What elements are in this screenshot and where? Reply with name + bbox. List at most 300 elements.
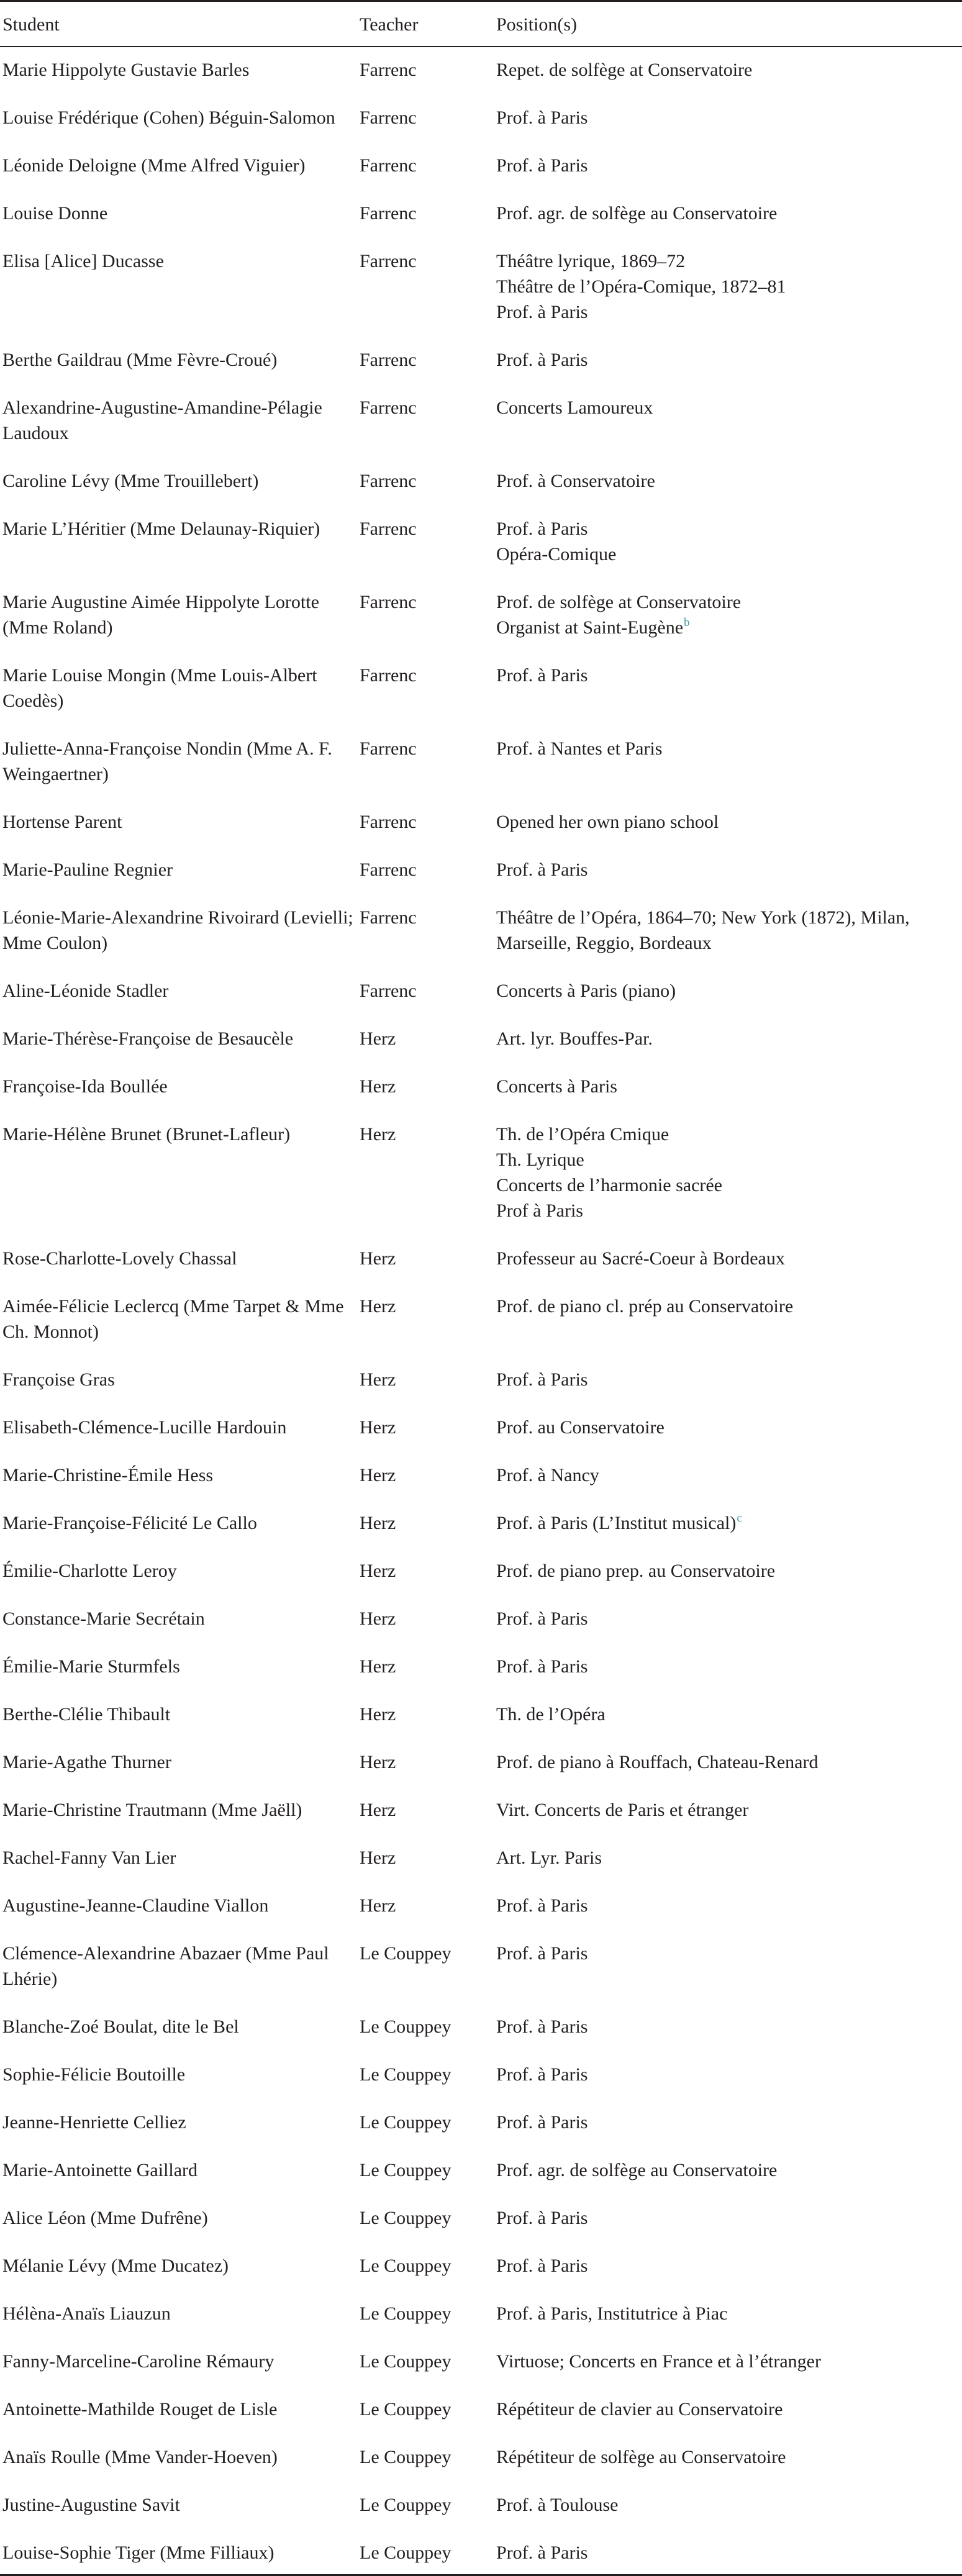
teacher-cell: Herz [360, 1248, 396, 1269]
teacher-cell: Herz [360, 1608, 396, 1629]
teacher-cell: Herz [360, 1512, 396, 1533]
position-line [496, 1510, 962, 1536]
teacher-cell: Le Couppey [360, 2016, 452, 2037]
position-text: Prof. à Paris [496, 664, 588, 686]
teacher-cell: Herz [360, 1847, 396, 1868]
position-text: Concerts à Paris (piano) [496, 980, 676, 1001]
student-cell: Aline-Léonide Stadler [2, 980, 169, 1001]
student-cell: Juliette-Anna-Françoise Nondin (Mme A. F. Weingaertner) [2, 738, 332, 784]
table-row [0, 1500, 962, 1548]
position-line [496, 2492, 962, 2518]
header-student: Student [2, 14, 60, 35]
position-line [496, 153, 962, 178]
student-cell: Jeanne-Henriette Celliez [2, 2111, 186, 2133]
table-row [0, 1644, 962, 1692]
teacher-cell: Le Couppey [360, 2542, 452, 2563]
position-text: Th. de l’Opéra Cmique [496, 1123, 669, 1145]
table-row [0, 238, 962, 337]
student-cell: Justine-Augustine Savit [2, 2494, 180, 2515]
position-line [496, 1367, 962, 1392]
table-row [0, 1883, 962, 1931]
position-line [496, 1172, 962, 1198]
positions-cell [494, 2339, 962, 2387]
position-line [496, 1463, 962, 1488]
position-text: Prof. à Paris [496, 2064, 588, 2085]
table-row [0, 968, 962, 1016]
teacher-cell: Farrenc [360, 664, 417, 686]
table-row [0, 2482, 962, 2530]
header-positions: Position(s) [496, 14, 578, 35]
position-text: Prof. à Paris [496, 2207, 588, 2228]
table-row [0, 2434, 962, 2482]
teacher-cell: Le Couppey [360, 2111, 452, 2133]
position-line [496, 105, 962, 130]
teacher-cell: Farrenc [360, 349, 417, 370]
teacher-cell: Herz [360, 1895, 396, 1916]
student-cell: Marie-Agathe Thurner [2, 1751, 171, 1772]
table-row [0, 2339, 962, 2387]
table-row [0, 1835, 962, 1883]
position-line [496, 274, 962, 299]
position-text: Prof. à Paris [496, 1369, 588, 1390]
position-text: Art. Lyr. Paris [496, 1847, 602, 1868]
teacher-cell: Herz [360, 1464, 396, 1485]
positions-cell [494, 1236, 962, 1284]
positions-cell [494, 2147, 962, 2195]
position-line [496, 615, 962, 640]
student-cell: Rose-Charlotte-Lovely Chassal [2, 1248, 237, 1269]
teacher-cell: Farrenc [360, 202, 417, 224]
table-row [0, 653, 962, 726]
position-line [496, 736, 962, 761]
positions-cell [494, 579, 962, 653]
positions-cell [494, 1692, 962, 1739]
position-text: Organist at Saint-Eugène [496, 617, 684, 638]
student-cell: Marie-Thérèse-Françoise de Besaucèle [2, 1028, 294, 1049]
student-cell: Clémence-Alexandrine Abazaer (Mme Paul Lhérie) [2, 1943, 329, 1989]
teacher-cell: Le Couppey [360, 1943, 452, 1964]
positions-cell [494, 799, 962, 847]
teacher-cell: Farrenc [360, 907, 417, 928]
table-row [0, 1112, 962, 1236]
position-text: Prof. agr. de solfège au Conservatoire [496, 202, 778, 224]
table-row [0, 47, 962, 95]
teacher-cell: Herz [360, 1028, 396, 1049]
student-cell: Françoise Gras [2, 1369, 115, 1390]
teacher-cell: Herz [360, 1123, 396, 1145]
positions-cell [494, 1835, 962, 1883]
student-cell: Constance-Marie Secrétain [2, 1608, 205, 1629]
student-cell: Elisabeth-Clémence-Lucille Hardouin [2, 1417, 287, 1438]
footnote-marker[interactable]: c [737, 1511, 742, 1525]
student-cell: Marie-Françoise-Félicité Le Callo [2, 1512, 257, 1533]
position-line [496, 809, 962, 835]
table-row [0, 1236, 962, 1284]
position-line [496, 468, 962, 494]
student-cell: Léonie-Marie-Alexandrine Rivoirard (Levielli; Mme Coulon) [2, 907, 353, 953]
positions-cell [494, 2530, 962, 2575]
position-text: Virt. Concerts de Paris et étranger [496, 1799, 749, 1820]
positions-cell [494, 726, 962, 799]
position-line [496, 930, 962, 956]
student-cell: Caroline Lévy (Mme Trouillebert) [2, 470, 259, 491]
position-line [496, 589, 962, 615]
position-text: Prof. de piano prep. au Conservatoire [496, 1560, 776, 1581]
positions-cell [494, 143, 962, 191]
position-line [496, 1606, 962, 1631]
position-line [496, 2540, 962, 2565]
positions-cell [494, 2434, 962, 2482]
position-line [496, 516, 962, 542]
table-row [0, 2100, 962, 2147]
table-row [0, 2243, 962, 2291]
position-text: Th. de l’Opéra [496, 1703, 606, 1725]
position-line [496, 248, 962, 274]
teacher-cell: Le Couppey [360, 2446, 452, 2467]
position-text: Répétiteur de clavier au Conservatoire [496, 2398, 783, 2420]
student-cell: Berthe Gaildrau (Mme Fèvre-Croué) [2, 349, 278, 370]
position-text: Prof. à Paris [496, 2016, 588, 2037]
position-line [496, 663, 962, 688]
student-cell: Émilie-Charlotte Leroy [2, 1560, 177, 1581]
student-cell: Aimée-Félicie Leclercq (Mme Tarpet & Mme Ch. Monnot) [2, 1295, 344, 1342]
student-cell: Marie-Christine Trautmann (Mme Jaëll) [2, 1799, 302, 1820]
header-teacher: Teacher [360, 14, 419, 35]
position-line [496, 1654, 962, 1679]
positions-cell [494, 1112, 962, 1236]
position-text: Prof. agr. de solfège au Conservatoire [496, 2159, 778, 2180]
position-line [496, 2444, 962, 2470]
position-line [496, 1749, 962, 1775]
table-row [0, 2291, 962, 2339]
position-text: Prof. à Paris [496, 349, 588, 370]
positions-cell [494, 337, 962, 385]
positions-cell [494, 2482, 962, 2530]
student-cell: Marie-Antoinette Gaillard [2, 2159, 198, 2180]
position-text: Marseille, Reggio, Bordeaux [496, 932, 712, 953]
position-text: Prof. à Paris, Institutrice à Piac [496, 2303, 728, 2324]
position-line [496, 542, 962, 567]
table-row [0, 2195, 962, 2243]
positions-cell [494, 1548, 962, 1596]
student-cell: Fanny-Marceline-Caroline Rémaury [2, 2351, 275, 2372]
position-text: Art. lyr. Bouffes-Par. [496, 1028, 653, 1049]
position-text: Prof. à Paris [496, 1656, 588, 1677]
teacher-cell: Farrenc [360, 738, 417, 759]
positions-cell [494, 47, 962, 95]
position-line [496, 2014, 962, 2039]
table-row [0, 2387, 962, 2434]
position-line [496, 2157, 962, 2183]
position-line [496, 1122, 962, 1147]
student-cell: Mélanie Lévy (Mme Ducatez) [2, 2255, 229, 2276]
student-cell: Sophie-Félicie Boutoille [2, 2064, 186, 2085]
position-line [496, 2397, 962, 2422]
teacher-cell: Le Couppey [360, 2398, 452, 2420]
position-text: Prof. à Paris [496, 859, 588, 880]
position-text: Prof. à Paris [496, 1608, 588, 1629]
position-text: Opéra-Comique [496, 543, 617, 565]
table-row [0, 143, 962, 191]
teacher-cell: Herz [360, 1076, 396, 1097]
teacher-cell: Herz [360, 1703, 396, 1725]
teacher-cell: Farrenc [360, 859, 417, 880]
teacher-cell: Le Couppey [360, 2303, 452, 2324]
position-text: Virtuose; Concerts en France et à l’étranger [496, 2351, 821, 2372]
position-text: Prof. à Paris [496, 1895, 588, 1916]
student-cell: Marie-Christine-Émile Hess [2, 1464, 214, 1485]
position-text: Repet. de solfège at Conservatoire [496, 59, 753, 80]
positions-cell [494, 458, 962, 506]
positions-cell [494, 2243, 962, 2291]
table-row [0, 337, 962, 385]
positions-cell [494, 2387, 962, 2434]
table-body [0, 47, 962, 2575]
position-line [496, 2110, 962, 2135]
student-cell: Elisa [Alice] Ducasse [2, 250, 164, 271]
positions-cell [494, 1644, 962, 1692]
student-cell: Marie Augustine Aimée Hippolyte Lorotte (Mme Roland) [2, 591, 319, 638]
teacher-cell: Le Couppey [360, 2159, 452, 2180]
table-row [0, 2147, 962, 2195]
position-text: Prof. à Nancy [496, 1464, 599, 1485]
position-line [496, 395, 962, 420]
position-line [496, 1246, 962, 1271]
positions-cell [494, 1453, 962, 1500]
student-cell: Hortense Parent [2, 811, 122, 832]
positions-cell [494, 2100, 962, 2147]
positions-cell [494, 968, 962, 1016]
student-cell: Marie-Hélène Brunet (Brunet-Lafleur) [2, 1123, 291, 1145]
footnote-marker[interactable]: b [684, 615, 690, 629]
table-row [0, 1284, 962, 1357]
position-line [496, 1198, 962, 1223]
position-line [496, 2253, 962, 2279]
position-line [496, 347, 962, 373]
student-cell: Léonide Deloigne (Mme Alfred Viguier) [2, 155, 306, 176]
position-text: Prof. de piano cl. prép au Conservatoire [496, 1295, 794, 1317]
positions-cell [494, 1064, 962, 1112]
teacher-cell: Farrenc [360, 155, 417, 176]
position-text: Prof. à Paris [496, 2542, 588, 2563]
table-row [0, 1548, 962, 1596]
position-line [496, 2349, 962, 2374]
table-row [0, 579, 962, 653]
student-cell: Marie-Pauline Regnier [2, 859, 173, 880]
position-text: Prof. à Paris [496, 518, 588, 539]
positions-cell [494, 1357, 962, 1405]
positions-cell [494, 1931, 962, 2004]
positions-cell [494, 385, 962, 458]
position-text: Opened her own piano school [496, 811, 719, 832]
position-text: Prof à Paris [496, 1200, 583, 1221]
table-row [0, 191, 962, 238]
table-row [0, 95, 962, 143]
table-row [0, 1931, 962, 2004]
positions-cell [494, 2004, 962, 2052]
positions-cell [494, 895, 962, 968]
positions-cell [494, 1016, 962, 1064]
positions-cell [494, 1596, 962, 1644]
position-line [496, 1294, 962, 1319]
positions-cell [494, 1739, 962, 1787]
student-cell: Alice Léon (Mme Dufrêne) [2, 2207, 208, 2228]
position-line [496, 299, 962, 325]
position-line [496, 1845, 962, 1871]
position-text: Professeur au Sacré-Coeur à Bordeaux [496, 1248, 785, 1269]
position-line [496, 2205, 962, 2231]
student-cell: Louise-Sophie Tiger (Mme Filliaux) [2, 2542, 275, 2563]
table-row [0, 1596, 962, 1644]
teacher-cell: Farrenc [360, 980, 417, 1001]
student-cell: Blanche-Zoé Boulat, dite le Bel [2, 2016, 239, 2037]
position-text: Prof. à Nantes et Paris [496, 738, 663, 759]
table-row [0, 1405, 962, 1453]
teacher-cell: Farrenc [360, 591, 417, 612]
student-cell: Anaïs Roulle (Mme Vander-Hoeven) [2, 2446, 278, 2467]
teacher-cell: Herz [360, 1417, 396, 1438]
table-row [0, 895, 962, 968]
positions-cell [494, 1883, 962, 1931]
position-text: Prof. de solfège at Conservatoire [496, 591, 742, 612]
position-line [496, 978, 962, 1004]
position-text: Prof. à Paris [496, 301, 588, 322]
teacher-cell: Farrenc [360, 397, 417, 418]
positions-cell [494, 95, 962, 143]
student-cell: Augustine-Jeanne-Claudine Viallon [2, 1895, 269, 1916]
teacher-cell: Le Couppey [360, 2255, 452, 2276]
student-cell: Antoinette-Mathilde Rouget de Lisle [2, 2398, 278, 2420]
position-text: Prof. à Paris (L’Institut musical) [496, 1512, 737, 1533]
position-line [496, 857, 962, 882]
positions-cell [494, 1405, 962, 1453]
student-cell: Marie L’Héritier (Mme Delaunay-Riquier) [2, 518, 320, 539]
position-text: Répétiteur de solfège au Conservatoire [496, 2446, 786, 2467]
student-cell: Louise Donne [2, 202, 108, 224]
position-line [496, 1797, 962, 1823]
position-line [496, 1558, 962, 1584]
position-text: Prof. au Conservatoire [496, 1417, 665, 1438]
positions-cell [494, 2052, 962, 2100]
position-line [496, 1074, 962, 1099]
positions-cell [494, 506, 962, 579]
table-row [0, 1016, 962, 1064]
teacher-cell: Herz [360, 1369, 396, 1390]
teacher-cell: Le Couppey [360, 2351, 452, 2372]
teacher-cell: Farrenc [360, 518, 417, 539]
table-row [0, 1064, 962, 1112]
positions-cell [494, 1500, 962, 1548]
position-text: Th. Lyrique [496, 1149, 584, 1170]
header-row [0, 1, 962, 47]
position-text: Prof. à Paris [496, 107, 588, 128]
positions-cell [494, 1787, 962, 1835]
position-line [496, 905, 962, 930]
positions-cell [494, 191, 962, 238]
teacher-cell: Farrenc [360, 470, 417, 491]
table-row [0, 506, 962, 579]
position-line [496, 1026, 962, 1051]
positions-cell [494, 2195, 962, 2243]
position-line [496, 1893, 962, 1918]
student-cell: Françoise-Ida Boullée [2, 1076, 168, 1097]
position-text: Concerts à Paris [496, 1076, 617, 1097]
position-line [496, 2301, 962, 2326]
table-row [0, 2052, 962, 2100]
table-row [0, 1453, 962, 1500]
teacher-cell: Herz [360, 1751, 396, 1772]
teacher-cell: Farrenc [360, 59, 417, 80]
student-cell: Émilie-Marie Sturmfels [2, 1656, 180, 1677]
teacher-cell: Herz [360, 1560, 396, 1581]
position-line [496, 1702, 962, 1727]
student-cell: Alexandrine-Augustine-Amandine-Pélagie Laudoux [2, 397, 322, 443]
position-text: Prof. à Paris [496, 2255, 588, 2276]
positions-cell [494, 847, 962, 895]
teacher-cell: Le Couppey [360, 2064, 452, 2085]
table-row [0, 385, 962, 458]
student-cell: Marie Louise Mongin (Mme Louis-Albert Coedès) [2, 664, 317, 711]
position-line [496, 2062, 962, 2087]
table-row [0, 1787, 962, 1835]
table-row [0, 1357, 962, 1405]
teacher-cell: Herz [360, 1295, 396, 1317]
position-line [496, 1941, 962, 1966]
table-row [0, 726, 962, 799]
position-text: Prof. à Conservatoire [496, 470, 655, 491]
student-cell: Rachel-Fanny Van Lier [2, 1847, 176, 1868]
table-row [0, 1692, 962, 1739]
position-line [496, 201, 962, 226]
position-text: Prof. à Paris [496, 155, 588, 176]
teacher-cell: Farrenc [360, 107, 417, 128]
table-row [0, 847, 962, 895]
table-row [0, 2530, 962, 2575]
position-text: Concerts Lamoureux [496, 397, 653, 418]
position-text: Théâtre lyrique, 1869–72 [496, 250, 686, 271]
position-text: Concerts de l’harmonie sacrée [496, 1174, 722, 1195]
position-text: Prof. à Paris [496, 1943, 588, 1964]
positions-cell [494, 2291, 962, 2339]
table-row [0, 458, 962, 506]
positions-cell [494, 1284, 962, 1357]
positions-cell [494, 238, 962, 337]
position-line [496, 57, 962, 83]
student-cell: Marie Hippolyte Gustavie Barles [2, 59, 250, 80]
position-line [496, 1415, 962, 1440]
table-row [0, 2004, 962, 2052]
teacher-cell: Farrenc [360, 250, 417, 271]
teacher-cell: Herz [360, 1799, 396, 1820]
student-cell: Berthe-Clélie Thibault [2, 1703, 171, 1725]
position-text: Théâtre de l’Opéra-Comique, 1872–81 [496, 276, 786, 297]
position-text: Théâtre de l’Opéra, 1864–70; New York (1872), Milan, [496, 907, 910, 928]
table-row [0, 799, 962, 847]
position-line [496, 1147, 962, 1172]
table-row [0, 1739, 962, 1787]
teacher-cell: Le Couppey [360, 2207, 452, 2228]
student-cell: Louise Frédérique (Cohen) Béguin-Salomon [2, 107, 335, 128]
teacher-cell: Farrenc [360, 811, 417, 832]
student-cell: Hélèna-Anaïs Liauzun [2, 2303, 171, 2324]
teacher-cell: Herz [360, 1656, 396, 1677]
positions-cell [494, 653, 962, 726]
position-text: Prof. à Paris [496, 2111, 588, 2133]
table-header [0, 1, 962, 47]
teacher-cell: Le Couppey [360, 2494, 452, 2515]
position-text: Prof. à Toulouse [496, 2494, 619, 2515]
position-text: Prof. de piano à Rouffach, Chateau-Renard [496, 1751, 819, 1772]
